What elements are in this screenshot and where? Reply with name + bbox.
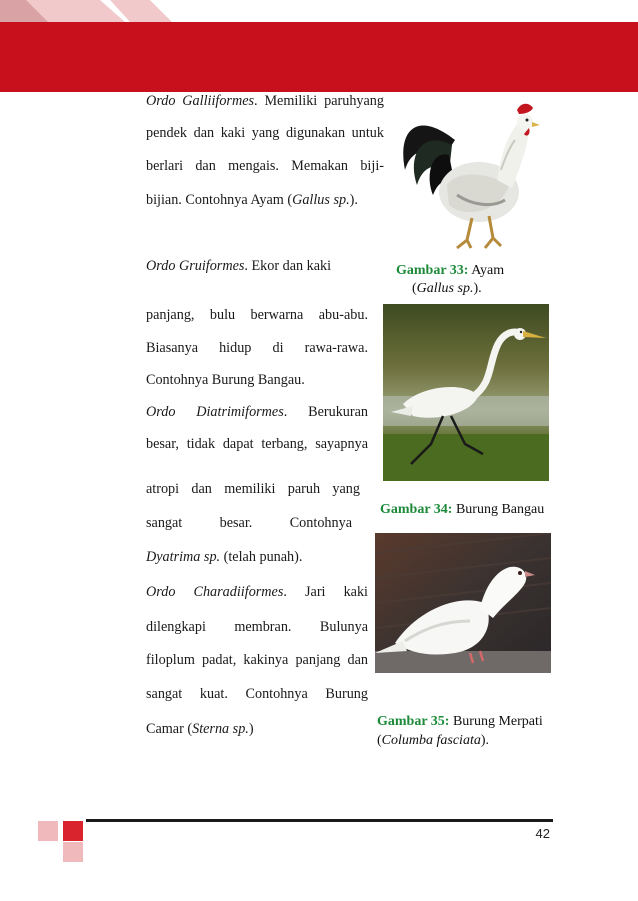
page-number: 42 <box>535 826 550 841</box>
cha-line-1: Ordo Charadiiformes. Jari kaki <box>146 584 368 600</box>
footer-square-3 <box>63 842 83 862</box>
dia-line-3: atropi dan memiliki paruh yang <box>146 481 360 497</box>
gru-line-2: panjang, bulu berwarna abu-abu. <box>146 307 368 323</box>
gal-line-4: bijian. Contohnya Ayam (Gallus sp.). <box>146 192 358 208</box>
dia-line-5: Dyatrima sp. (telah punah). <box>146 549 303 565</box>
heron-photo <box>383 304 549 481</box>
caption-35: Gambar 35: Burung Merpati <box>377 714 543 729</box>
cha-line-5: Camar (Sterna sp.) <box>146 721 254 737</box>
footer-rule <box>86 819 553 822</box>
footer-square-1 <box>38 821 58 841</box>
header-banner <box>0 0 638 92</box>
gru-line-4: Contohnya Burung Bangau. <box>146 372 305 388</box>
dove-photo <box>375 533 551 673</box>
rooster-photo <box>397 100 547 252</box>
caption-33-sub: (Gallus sp.). <box>412 281 482 296</box>
dia-line-4: sangat besar. Contohnya <box>146 515 352 531</box>
gal-line-2: pendek dan kaki yang digunakan untuk <box>146 125 384 141</box>
gal-line-3: berlari dan mengais. Memakan biji- <box>146 158 384 174</box>
caption-34: Gambar 34: Burung Bangau <box>380 502 545 517</box>
caption-35-sub: (Columba fasciata). <box>377 733 490 748</box>
cha-line-2: dilengkapi membran. Bulunya <box>146 619 368 635</box>
dia-line-1: Ordo Diatrimiformes. Berukuran <box>146 404 368 420</box>
gru-line-1: Ordo Gruiformes. Ekor dan kaki <box>146 258 332 274</box>
caption-33: Gambar 33: Ayam <box>396 263 505 278</box>
dia-line-2: besar, tidak dapat terbang, sayapnya <box>146 436 368 452</box>
footer-square-2 <box>63 821 83 841</box>
gru-line-3: Biasanya hidup di rawa-rawa. <box>146 340 368 356</box>
gal-line-1: Ordo Galliiformes. Memiliki paruhyang <box>146 93 384 109</box>
cha-line-3: filoplum padat, kakinya panjang dan <box>146 652 368 668</box>
cha-line-4: sangat kuat. Contohnya Burung <box>146 686 368 702</box>
